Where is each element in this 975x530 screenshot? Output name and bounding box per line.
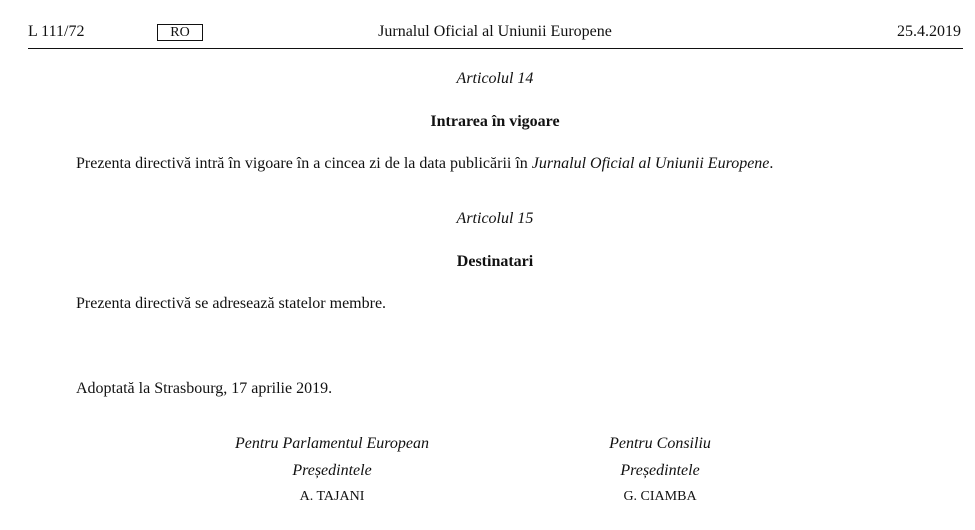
article-14-text [76,155,773,173]
journal-reference: Jurnalul Oficial al Uniunii Europene [531,155,770,172]
parliament-institution: Pentru Parlamentul European [234,435,430,452]
parliament-signatory: A. TAJANI [299,489,365,504]
parliament-role: Președintele [292,462,372,479]
adoption-statement: Adoptată la Strasbourg, 17 aprilie 2019. [76,380,333,397]
header-divider [28,48,963,49]
article-15-number: Articolul 15 [456,210,534,227]
council-signatory: G. CIAMBA [623,489,697,504]
page-reference: L 111/72 [28,23,85,40]
publication-date: 25.4.2019 [897,23,961,40]
article-14-number: Articolul 14 [456,70,534,87]
article-14-text-end: . [769,155,774,172]
article-14-title: Intrarea în vigoare [430,113,560,130]
language-badge: RO [157,24,203,41]
journal-title: Jurnalul Oficial al Uniunii Europene [378,23,612,40]
article-15-title: Destinatari [456,253,534,270]
council-role: Președintele [620,462,700,479]
article-14-text-start: Prezenta directivă intră în vigoare în a cincea zi de la data publicării în [76,155,532,172]
council-institution: Pentru Consiliu [609,435,711,452]
article-15-text: Prezenta directivă se adresează statelor membre. [76,295,387,312]
